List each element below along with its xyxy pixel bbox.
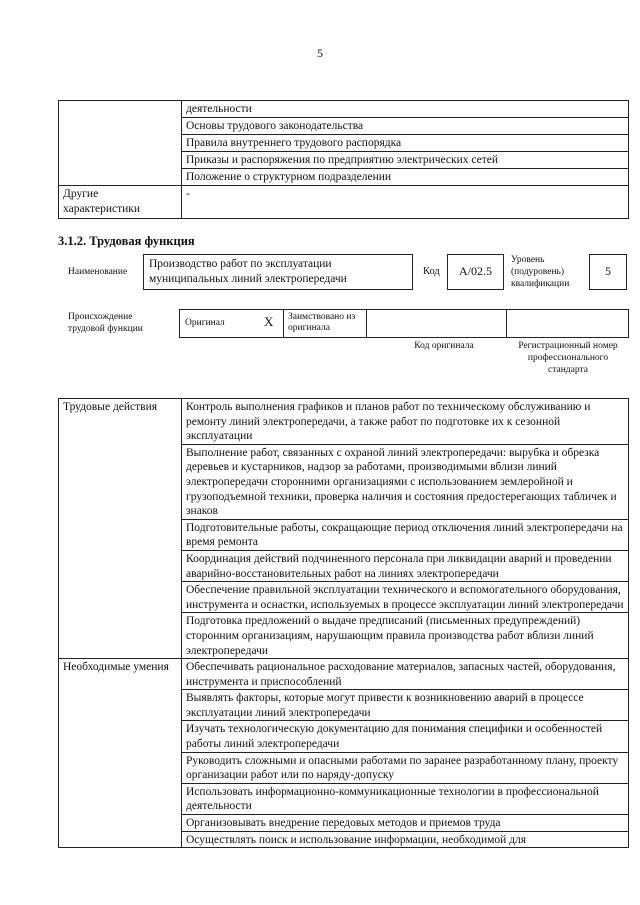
list-item: Организовывать внедрение передовых методов и приемов труда — [182, 815, 629, 832]
list-item: - — [182, 186, 629, 219]
list-item: Подготовительные работы, сокращающие период отключения линий электропередачи на время ремонта — [182, 519, 629, 550]
knowledge-continuation-table — [58, 100, 629, 219]
function-name-value: Производство работ по эксплуатации муниципальных линий электропередачи — [143, 254, 413, 290]
level-label: Уровень (подуровень) квалификации — [511, 255, 570, 289]
list-item: Руководить сложными и опасными работами по заранее разработанному плану, проекту организации работ или по наряду-допуску — [182, 752, 629, 783]
labor-function-table — [58, 398, 629, 848]
table-row-label: Другие характеристики — [59, 186, 182, 219]
origin-row — [179, 309, 629, 338]
reg-number-cell — [506, 309, 629, 338]
list-item: Положение о структурном подразделении — [182, 169, 629, 186]
list-item: Осуществлять поиск и использование информации, необходимой для — [182, 831, 629, 848]
list-item: Выявлять факторы, которые могут привести к возникновению аварий в процессе эксплуатации линий электропередачи — [182, 690, 629, 721]
code-label: Код — [423, 266, 440, 277]
code-original-label: Код оригинала — [414, 341, 474, 351]
original-cell — [179, 309, 284, 338]
table-row-label: Трудовые действия — [59, 399, 182, 659]
list-item: Координация действий подчиненного персонала при ликвидации аварий и проведении аварийно-восстановительных работ на линиях электропередачи — [182, 550, 629, 581]
original-mark: X — [264, 314, 274, 329]
list-item: Основы трудового законодательства — [182, 118, 629, 135]
page-number: 5 — [317, 46, 323, 60]
list-item: Изучать технологическую документацию для понимания специфики и особенностей работы линий электропередачи — [182, 721, 629, 752]
list-item: Выполнение работ, связанных с охраной линий электропередачи: вырубка и обрезка деревьев и кустарников, надзор за работами, производимыми вблизи линий электропередачи сторонними организациями с использованием землеройной и грузоподъемной техники, проверка наличия и состояния предостерегающих табличек и знаков — [182, 444, 629, 519]
section-title: 3.1.2. Трудовая функция — [58, 234, 195, 248]
original-label: Оригинал — [185, 318, 225, 328]
table-row-label — [59, 101, 182, 186]
level-value: 5 — [589, 254, 627, 290]
list-item: Обеспечивать рациональное расходование материалов, запасных частей, оборудования, инструмента и приспособлений — [182, 659, 629, 690]
code-original-cell — [366, 309, 507, 338]
code-value: A/02.5 — [447, 254, 504, 290]
list-item: деятельности — [182, 101, 629, 118]
list-item: Приказы и распоряжения по предприятию электрических сетей — [182, 152, 629, 169]
origin-label: Происхождение трудовой функции — [68, 312, 143, 334]
list-item: Контроль выполнения графиков и планов работ по техническому обслуживанию и ремонту линий электропередачи, а также работ по подготовке их к сезонной эксплуатации — [182, 399, 629, 445]
list-item: Подготовка предложений о выдаче предписаний (письменных предупреждений) сторонним организациям, нарушающим правила производства работ вблизи линий электропередачи — [182, 613, 629, 659]
table-row-label: Необходимые умения — [59, 659, 182, 848]
borrowed-label: Заимствовано из оригинала — [283, 309, 367, 338]
reg-number-label: Регистрационный номер профессионального стандарта — [518, 341, 618, 375]
name-label: Наименование — [68, 267, 128, 277]
list-item: Обеспечение правильной эксплуатации технического и вспомогательного оборудования, инструмента и оснастки, используемых в процессе эксплуатации линий электропередачи — [182, 582, 629, 613]
list-item: Использовать информационно-коммуникационные технологии в профессиональной деятельности — [182, 783, 629, 814]
list-item: Правила внутреннего трудового распорядка — [182, 135, 629, 152]
